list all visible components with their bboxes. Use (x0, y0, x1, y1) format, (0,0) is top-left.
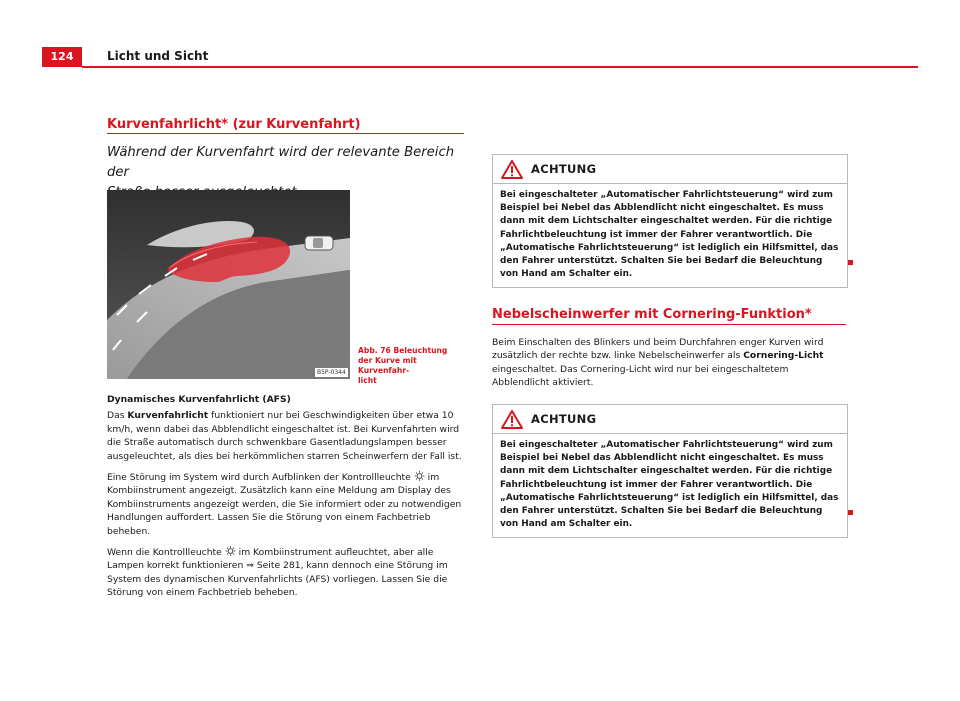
warning-text: Bei eingeschalteter „Automatischer Fahrlichtsteuerung“ wird zum Beispiel bei Nebel das Abblendlicht nicht eingeschaltet. Es muss dann mit dem Lichtschalter eingeschaltet werden. Für die richtige Fahrlichtbeleuchtung ist immer der Fahrer verantwortlich. Die „Automatische Fahrlichtsteuerung“ ist lediglich ein Hilfsmittel, das den Fahrer unterstützt. Schalten Sie bei Bedarf die Beleuchtung von Hand am Schalter ein. (500, 440, 839, 530)
section-heading-rule (492, 324, 846, 325)
section2-body (492, 336, 846, 398)
warning-light-icon (414, 471, 425, 481)
warning-label: ACHTUNG (531, 162, 597, 176)
page-number: 124 (42, 47, 82, 67)
warning-text: Bei eingeschalteter „Automatischer Fahrlichtsteuerung“ wird zum Beispiel bei Nebel das Abblendlicht nicht eingeschaltet. Es muss dann mit dem Lichtschalter eingeschaltet werden. Für die richtige Fahrlichtbeleuchtung ist immer der Fahrer verantwortlich. Die „Automatische Fahrlichtsteuerung“ ist lediglich ein Hilfsmittel, das den Fahrer unterstützt. Schalten Sie bei Bedarf die Beleuchtung von Hand am Schalter ein. (500, 190, 839, 280)
warning-box-1 (492, 154, 848, 288)
term-kurvenfahrlicht: Kurvenfahrlicht (127, 410, 209, 422)
running-title: Licht und Sicht (107, 49, 209, 63)
term-cornering-licht: Cornering-Licht (743, 350, 824, 362)
warning-label: ACHTUNG (531, 412, 597, 426)
end-marker (848, 260, 853, 265)
figure-cornering-light (107, 190, 350, 379)
section-heading-kurvenfahrlicht: Kurvenfahrlicht* (zur Kurvenfahrt) (107, 117, 361, 132)
figure-code: B5P-0344 (317, 369, 346, 376)
warning-triangle-icon (501, 410, 523, 429)
section-heading-nebelscheinwerfer: Nebelscheinwerfer mit Cornering-Funktion* (492, 307, 812, 322)
paragraph-cornering: Beim Einschalten des Blinkers und beim Durchfahren enger Kurven wird zusätzlich der rechte bzw. linke Nebelscheinwerfer als Cornering-Licht eingeschaltet. Das Cornering-Licht wird nur bei eingeschaltetem Abblendlicht aktiviert. (492, 337, 824, 389)
warning-header (493, 155, 847, 184)
end-marker (848, 510, 853, 515)
warning-triangle-icon (501, 160, 523, 179)
lead-line-1: Während der Kurvenfahrt wird der relevante Bereich der (107, 145, 455, 180)
road-illustration (107, 190, 350, 379)
paragraph-1: Das Kurvenfahrlicht funktioniert nur bei Geschwindigkeiten über etwa 10 km/h, wenn dabei das Abblendlicht eingeschaltet ist. Bei Kurvenfahrten wird die Straße automatisch durch schwenkbare Gasentladungslampen besser ausgeleuchtet, als dies bei herkömmlichen starren Scheinwerfern der Fall ist. (107, 410, 462, 462)
subheading-afs: Dynamisches Kurvenfahrlicht (AFS) (107, 394, 291, 405)
caption-line-1: Abb. 76 Beleuchtung (358, 346, 448, 355)
warning-light-icon (225, 546, 236, 556)
paragraph-2: Eine Störung im System wird durch Aufblinken der Kontrollleuchte im Kombiinstrument angezeigt. Zusätzlich kann eine Meldung am Display des Kombiinstruments angezeigt werden, die Sie informiert oder zu notwendigen Handlungen auffordert. Lassen Sie die Störung von einem Fachbetrieb beheben. (107, 472, 462, 537)
caption-line-2: der Kurve mit Kurvenfahr- (358, 356, 417, 375)
warning-box-2 (492, 404, 848, 538)
header-rule (82, 66, 918, 68)
caption-line-3: licht (358, 376, 377, 385)
warning-header (493, 405, 847, 434)
figure-caption (358, 346, 468, 386)
section1-body (107, 393, 465, 608)
paragraph-3: Wenn die Kontrollleuchte im Kombiinstrument aufleuchtet, aber alle Lampen korrekt funktionieren ⇒ Seite 281, kann dennoch eine Störung im System des dynamischen Kurvenfahrlichts (AFS) vorliegen. Lassen Sie die Störung von einem Fachbetrieb beheben. (107, 547, 448, 599)
section-heading-rule (107, 133, 464, 134)
car-icon (305, 236, 333, 250)
